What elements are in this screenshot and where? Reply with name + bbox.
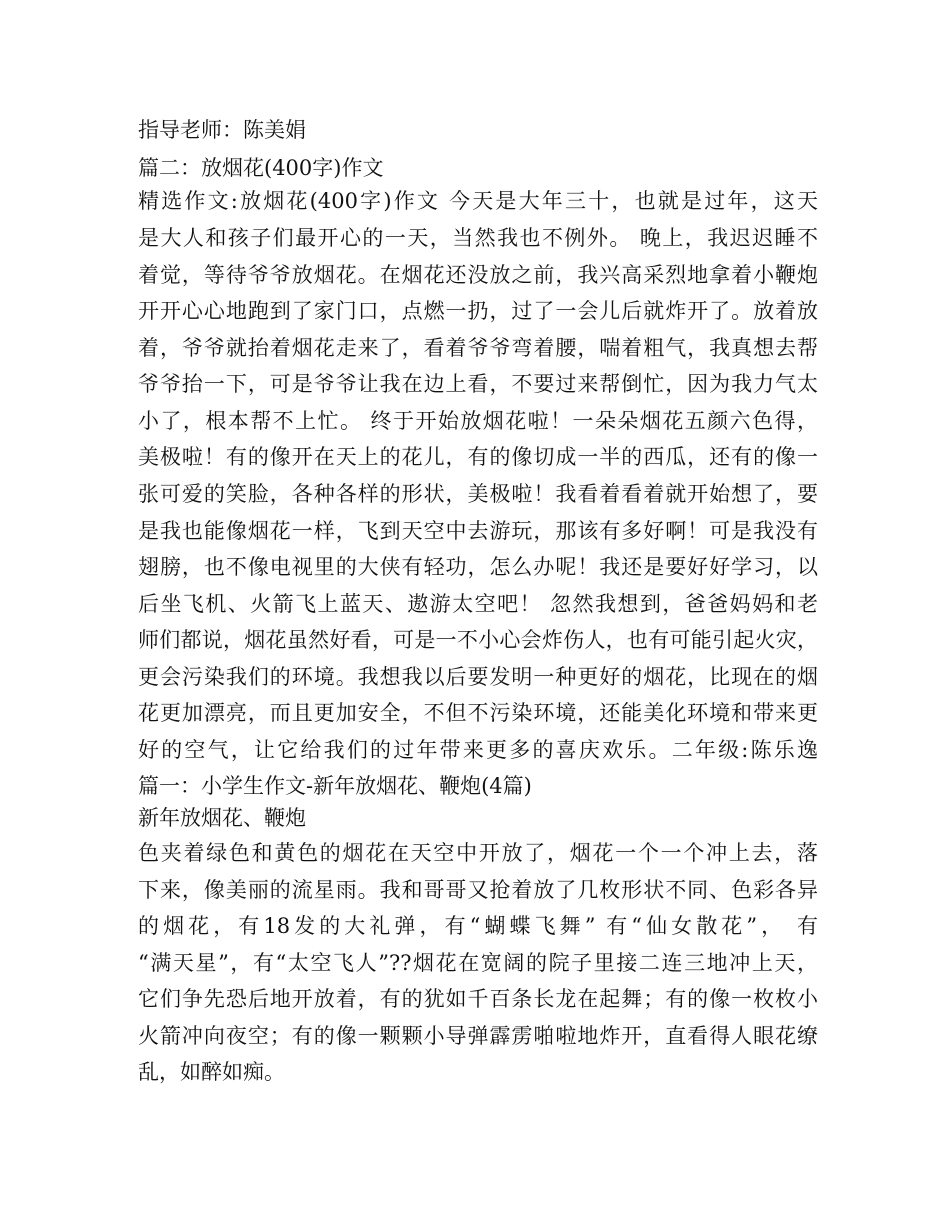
text-line: 美极啦！有的像开在天上的花儿，有的像切成一半的西瓜，还有的像一: [138, 445, 818, 469]
text-line: 张可爱的笑脸，各种各样的形状，美极啦！我看着看着就开始想了，要: [138, 482, 818, 506]
text-line: 师们都说，烟花虽然好看，可是一不小心会炸伤人，也有可能引起火灾，: [138, 628, 818, 652]
text-line: 它们争先恐后地开放着，有的犹如千百条长龙在起舞；有的像一枚枚小: [138, 987, 818, 1011]
text-line: 精选作文:放烟花(400字)作文 今天是大年三十，也就是过年，这天: [138, 189, 818, 213]
text-line: 着觉，等待爷爷放烟花。在烟花还没放之前，我兴高采烈地拿着小鞭炮: [138, 263, 818, 287]
text-line: 是我也能像烟花一样，飞到天空中去游玩，那该有多好啊！可是我没有: [138, 519, 818, 543]
text-line: 好的空气，让它给我们的过年带来更多的喜庆欢乐。二年级:陈乐逸: [138, 738, 818, 762]
text-line: 更会污染我们的环境。我想我以后要发明一种更好的烟花，比现在的烟: [138, 665, 818, 689]
text-line: 下来，像美丽的流星雨。我和哥哥又抢着放了几枚形状不同、色彩各异: [138, 878, 818, 902]
text-line: “满天星”，有“太空飞人”??烟花在宽阔的院子里接二连三地冲上天，: [138, 951, 818, 975]
text-line: 翅膀，也不像电视里的大侠有轻功，怎么办呢！我还是要好好学习，以: [138, 555, 818, 579]
text-line: 的烟花，有18发的大礼弹，有“蝴蝶飞舞” 有“仙女散花”， 有: [138, 914, 818, 938]
text-line: 指导老师：陈美娟: [138, 118, 306, 142]
text-line: 着，爷爷就抬着烟花走来了，看着爷爷弯着腰，喘着粗气，我真想去帮: [138, 336, 818, 360]
text-line: 后坐飞机、火箭飞上蓝天、遨游太空吧！ 忽然我想到，爸爸妈妈和老: [138, 592, 818, 616]
section-heading: 篇二：放烟花(400字)作文: [138, 156, 384, 180]
text-line: 花更加漂亮，而且更加安全，不但不污染环境，还能美化环境和带来更: [138, 701, 818, 725]
section-subheading: 新年放烟花、鞭炮: [138, 806, 306, 830]
text-line: 开开心心地跑到了家门口，点燃一扔，过了一会儿后就炸开了。放着放: [138, 299, 818, 323]
text-line: 爷爷抬一下，可是爷爷让我在边上看，不要过来帮倒忙，因为我力气太: [138, 372, 818, 396]
text-line: 是大人和孩子们最开心的一天，当然我也不例外。 晚上，我迟迟睡不: [138, 226, 818, 250]
section-heading: 篇一：小学生作文-新年放烟花、鞭炮(4篇): [138, 774, 532, 798]
text-line: 小了，根本帮不上忙。 终于开始放烟花啦！一朵朵烟花五颜六色得，: [138, 409, 818, 433]
text-line: 火箭冲向夜空；有的像一颗颗小导弹霹雳啪啦地炸开，直看得人眼花缭: [138, 1024, 818, 1048]
text-line: 乱，如醉如痴。: [138, 1060, 285, 1084]
text-line: 色夹着绿色和黄色的烟花在天空中开放了，烟花一个一个冲上去，落: [138, 841, 818, 865]
